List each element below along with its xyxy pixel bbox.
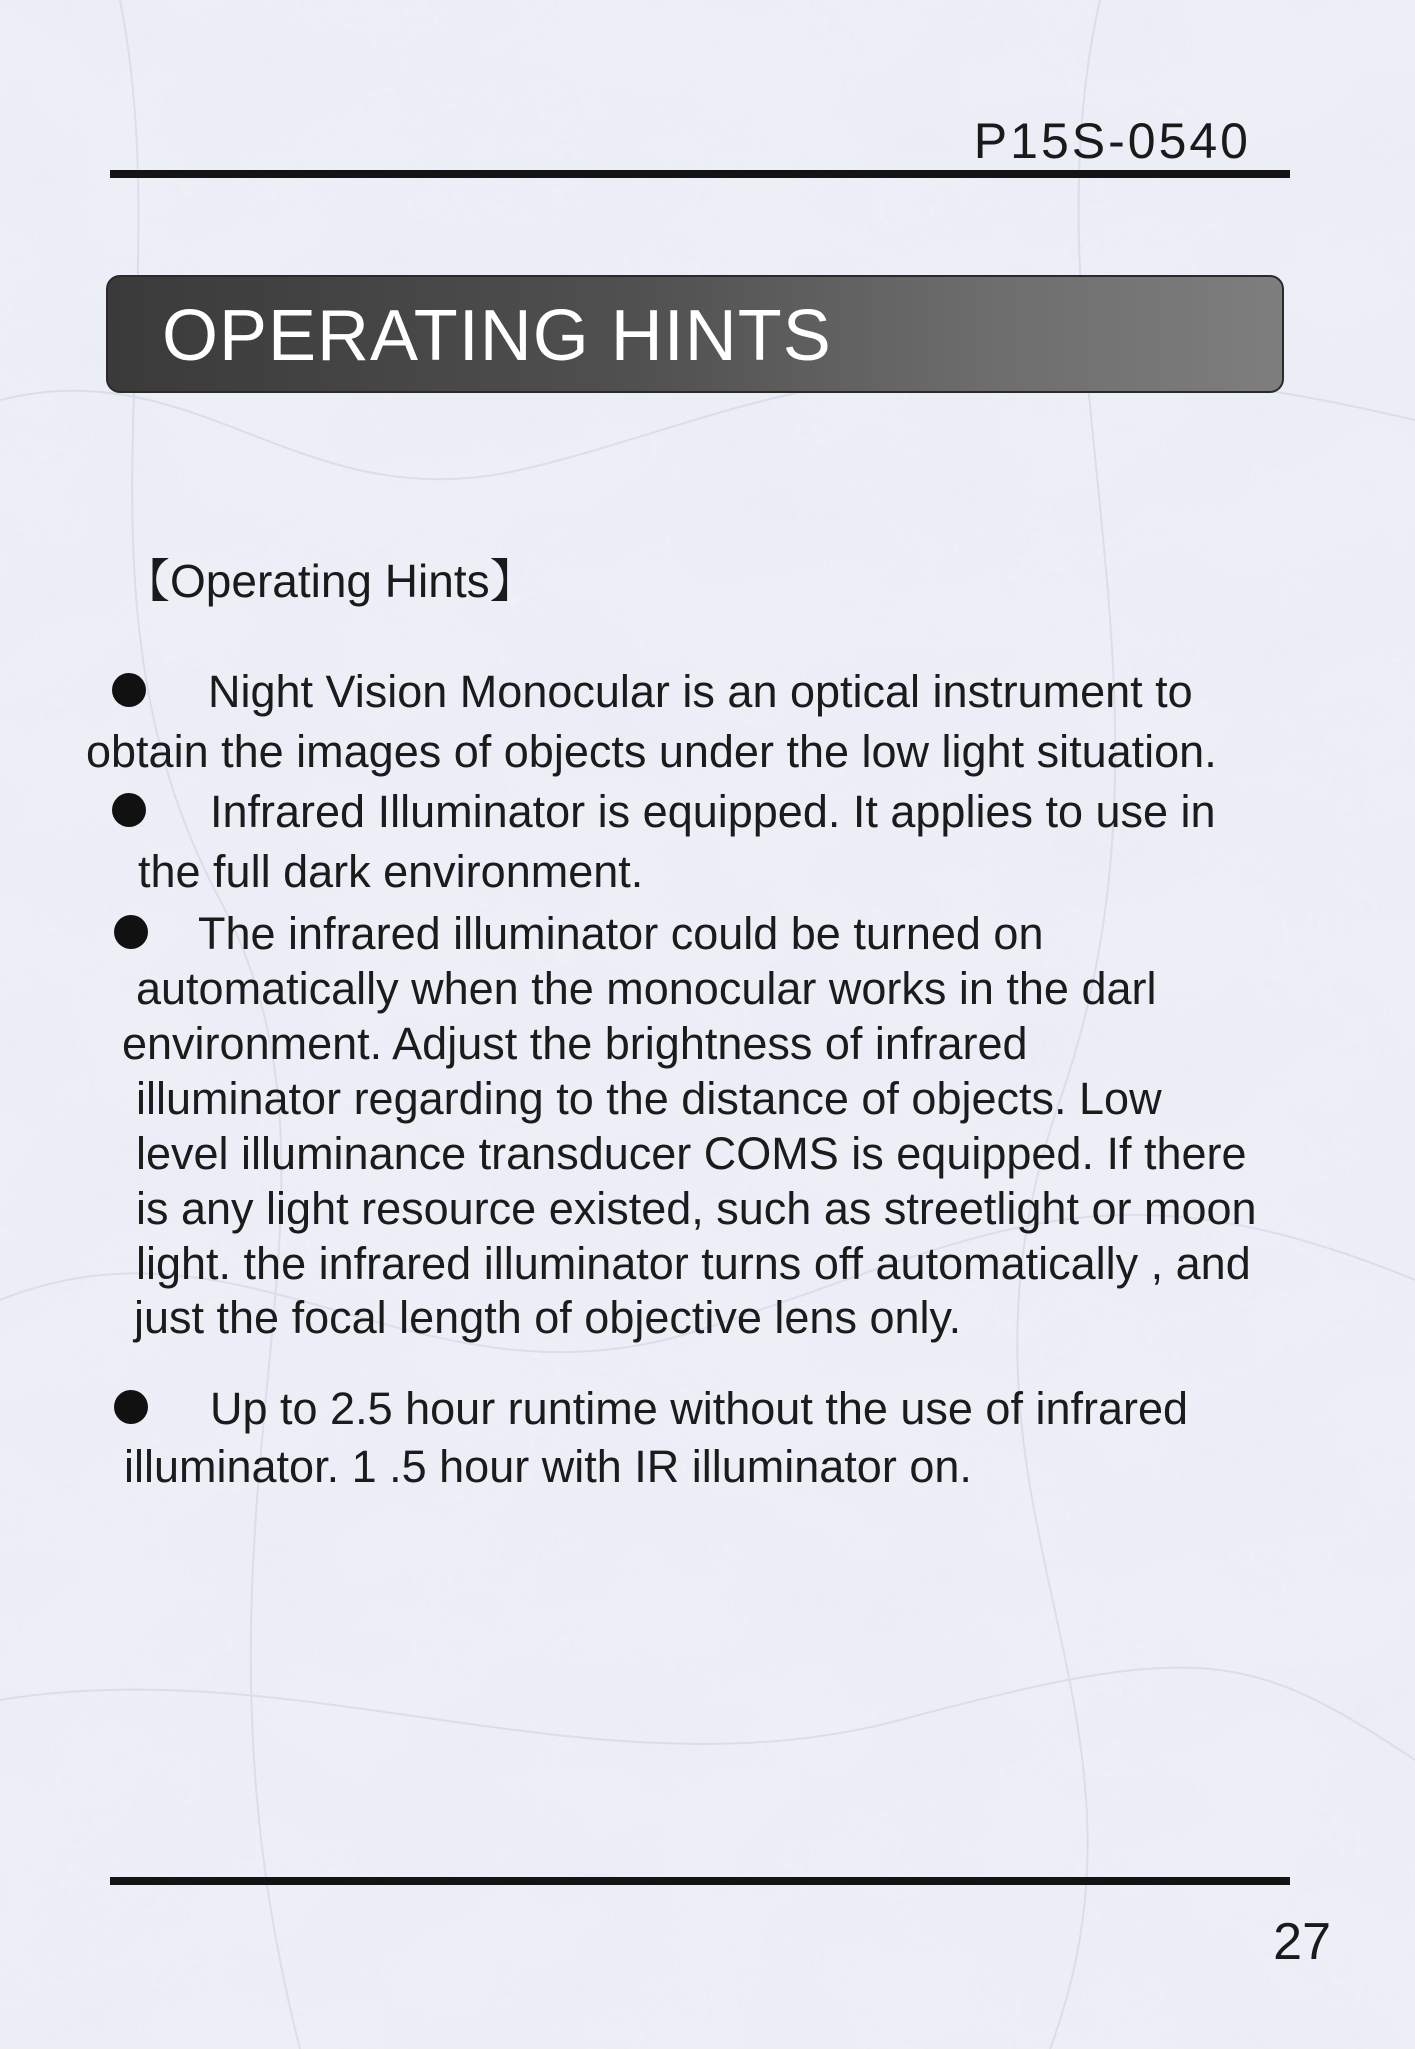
section-heading: 【Operating Hints】 — [124, 555, 536, 607]
hint-text-line: the full dark environment. — [138, 846, 644, 897]
hint-text-line: Night Vision Monocular is an optical instrument to — [208, 666, 1193, 717]
hint-text-line: illuminator regarding to the distance of objects. Low — [136, 1073, 1162, 1124]
page-number: 27 — [1273, 1913, 1331, 1971]
hint-text-line: automatically when the monocular works in the darl — [136, 963, 1157, 1014]
header-divider — [110, 170, 1290, 178]
hint-text-line: Up to 2.5 hour runtime without the use of infrared — [210, 1383, 1189, 1434]
footer-divider — [110, 1877, 1290, 1885]
page-title: OPERATING HINTS — [162, 296, 832, 376]
hint-text-line: illuminator. 1 .5 hour with IR illuminator on. — [124, 1441, 972, 1492]
bullet-icon — [114, 1390, 148, 1424]
hint-text-line: environment. Adjust the brightness of infrared — [122, 1018, 1028, 1069]
bullet-icon — [112, 673, 146, 707]
hint-text-line: just the focal length of objective lens only. — [134, 1292, 962, 1343]
model-code: P15S-0540 — [973, 113, 1251, 169]
bullet-icon — [112, 793, 146, 827]
section-banner — [106, 275, 1284, 393]
hint-text-line: is any light resource existed, such as streetlight or moon — [136, 1183, 1257, 1234]
hint-text-line: light. the infrared illuminator turns off automatically , and — [136, 1238, 1251, 1289]
bullet-icon — [114, 915, 148, 949]
hint-text-line: obtain the images of objects under the low light situation. — [86, 726, 1217, 777]
hint-text-line: level illuminance transducer COMS is equipped. If there — [136, 1128, 1247, 1179]
hint-text-line: The infrared illuminator could be turned on — [198, 908, 1044, 959]
hint-text-line: Infrared Illuminator is equipped. It applies to use in — [210, 786, 1216, 837]
